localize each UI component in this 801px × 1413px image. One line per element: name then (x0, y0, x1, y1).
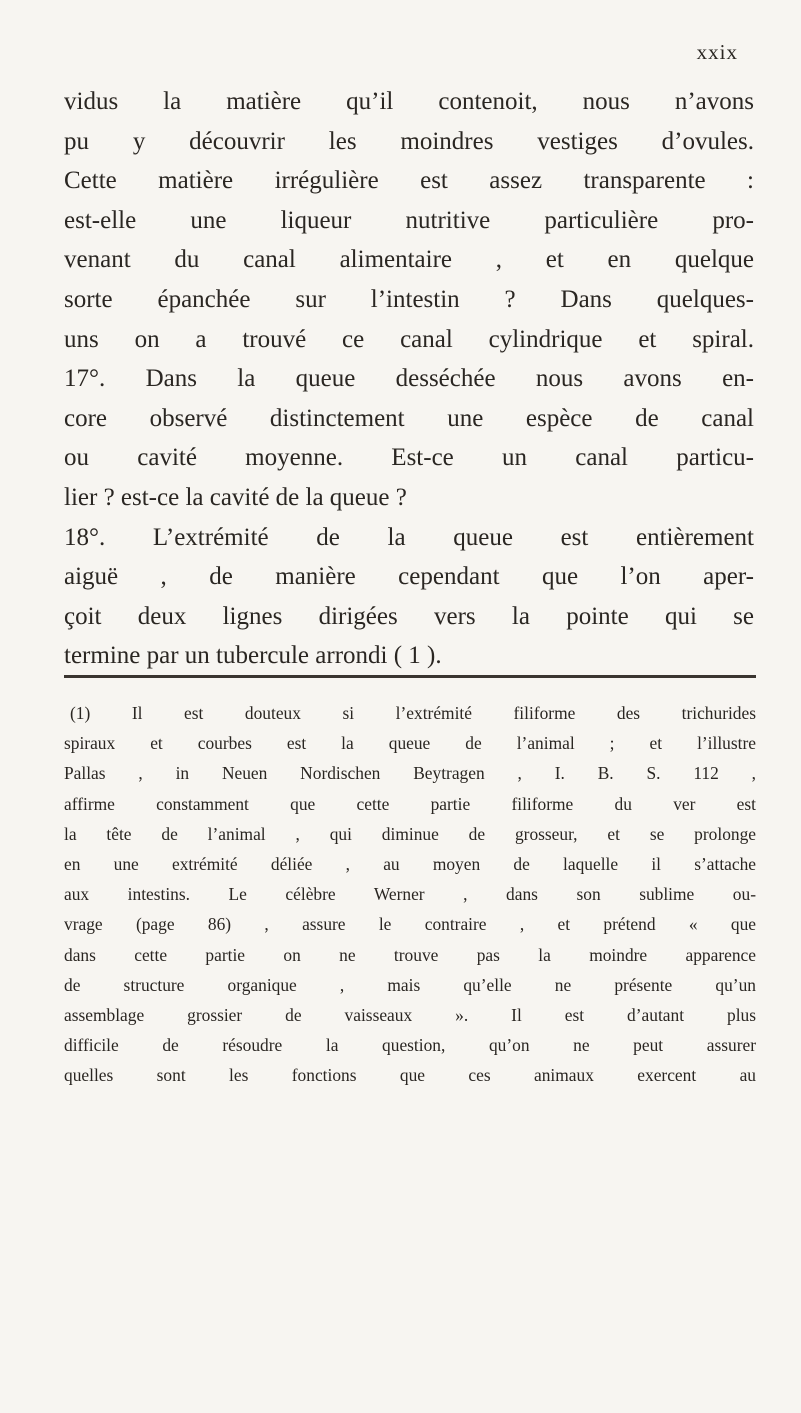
text-line: est-elle une liqueur nutritive particulière pro- (64, 206, 754, 234)
footnote-line: en une extrémité déliée , au moyen de laquelle il s’attache (64, 854, 756, 875)
footnote-block (64, 698, 756, 1091)
text-line: ou cavité moyenne. Est-ce un canal particu- (64, 444, 754, 472)
footnote-line: affirme constamment que cette partie filiforme du ver est (64, 793, 756, 814)
main-text-block (64, 82, 754, 676)
page-number: xxix (696, 40, 738, 64)
text-line: core observé distinctement une espèce de canal (64, 404, 754, 432)
text-line: Cette matière irrégulière est assez transparente : (64, 167, 754, 195)
footnote-line: Pallas , in Neuen Nordischen Beytragen , I. B. S. 112 , (64, 763, 756, 784)
footnote-line: quelles sont les fonctions que ces animaux exercent au (64, 1065, 756, 1086)
text-line: vidus la matière qu’il contenoit, nous n’avons (64, 88, 754, 115)
text-line: aiguë , de manière cependant que l’on aper- (64, 563, 754, 591)
footnote-line: spiraux et courbes est la queue de l’animal ; et l’illustre (64, 733, 756, 754)
text-line: lier ? est-ce la cavité de la queue ? (64, 483, 407, 511)
text-line: uns on a trouvé ce canal cylindrique et spiral. (64, 325, 754, 353)
text-line: 18°. L’extrémité de la queue est entièrement (64, 523, 754, 551)
footnote-line: dans cette partie on ne trouve pas la moindre apparence (64, 944, 756, 965)
footnote-line: difficile de résoudre la question, qu’on ne peut assurer (64, 1035, 756, 1056)
text-line: pu y découvrir les moindres vestiges d’ovules. (64, 127, 754, 155)
footnote-line: de structure organique , mais qu’elle ne présente qu’un (64, 974, 756, 995)
footnote-line: vrage (page 86) , assure le contraire , et prétend « que (64, 914, 756, 935)
text-line: termine par un tubercule arrondi ( 1 ). (64, 642, 442, 670)
footnote-line: (1) Il est douteux si l’extrémité filiforme des trichurides (70, 703, 756, 723)
footnote-separator-rule (64, 675, 756, 678)
text-line: çoit deux lignes dirigées vers la pointe qui se (64, 602, 754, 630)
footnote-line: aux intestins. Le célèbre Werner , dans son sublime ou- (64, 884, 756, 905)
footnote-line: assemblage grossier de vaisseaux ». Il est d’autant plus (64, 1005, 756, 1026)
text-line: 17°. Dans la queue desséchée nous avons en- (64, 365, 754, 393)
text-line: sorte épanchée sur l’intestin ? Dans quelques- (64, 285, 754, 313)
text-line: venant du canal alimentaire , et en quelque (64, 246, 754, 274)
footnote-line: la tête de l’animal , qui diminue de grosseur, et se prolonge (64, 823, 756, 844)
